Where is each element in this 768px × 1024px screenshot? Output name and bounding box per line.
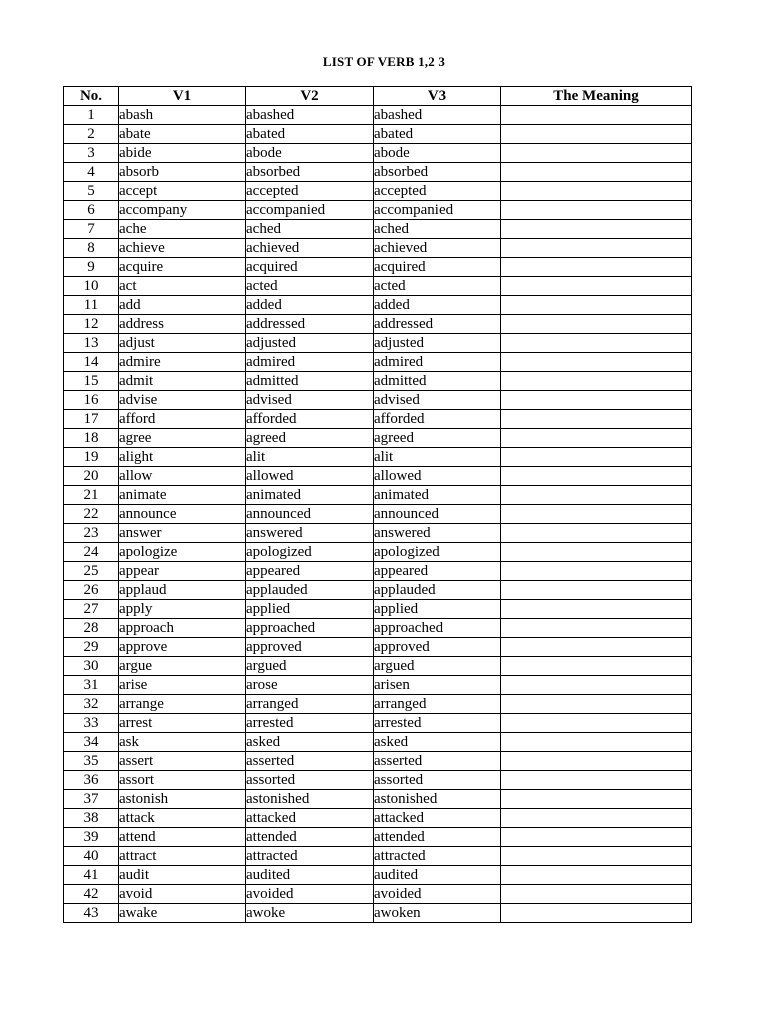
cell-verb-3: arisen (374, 676, 501, 695)
cell-number: 5 (64, 182, 119, 201)
table-row (64, 239, 692, 258)
cell-verb-3: ached (374, 220, 501, 239)
column-header-no: No. (64, 87, 119, 106)
cell-verb-1: attend (119, 828, 246, 847)
cell-verb-2: attended (246, 828, 374, 847)
table-row (64, 296, 692, 315)
column-header-v1: V1 (119, 87, 246, 106)
cell-meaning (501, 144, 692, 163)
cell-number: 14 (64, 353, 119, 372)
cell-verb-2: acted (246, 277, 374, 296)
cell-verb-2: assorted (246, 771, 374, 790)
cell-meaning (501, 201, 692, 220)
cell-number: 37 (64, 790, 119, 809)
table-row (64, 657, 692, 676)
table-row (64, 771, 692, 790)
cell-meaning (501, 562, 692, 581)
cell-verb-1: attract (119, 847, 246, 866)
cell-verb-1: apologize (119, 543, 246, 562)
cell-meaning (501, 486, 692, 505)
cell-number: 15 (64, 372, 119, 391)
cell-verb-1: abide (119, 144, 246, 163)
cell-number: 21 (64, 486, 119, 505)
cell-number: 35 (64, 752, 119, 771)
cell-verb-3: abated (374, 125, 501, 144)
table-row (64, 543, 692, 562)
table-row (64, 885, 692, 904)
cell-verb-2: argued (246, 657, 374, 676)
cell-number: 17 (64, 410, 119, 429)
cell-verb-3: asked (374, 733, 501, 752)
cell-meaning (501, 714, 692, 733)
table-row (64, 410, 692, 429)
cell-verb-3: agreed (374, 429, 501, 448)
cell-verb-3: applauded (374, 581, 501, 600)
cell-verb-3: argued (374, 657, 501, 676)
cell-verb-1: allow (119, 467, 246, 486)
table-row (64, 391, 692, 410)
cell-verb-3: advised (374, 391, 501, 410)
cell-verb-1: argue (119, 657, 246, 676)
verb-table-body (64, 106, 692, 923)
cell-verb-1: admire (119, 353, 246, 372)
cell-verb-2: asked (246, 733, 374, 752)
cell-number: 12 (64, 315, 119, 334)
cell-verb-1: apply (119, 600, 246, 619)
cell-number: 1 (64, 106, 119, 125)
cell-number: 40 (64, 847, 119, 866)
cell-verb-1: awake (119, 904, 246, 923)
cell-verb-2: abashed (246, 106, 374, 125)
cell-number: 4 (64, 163, 119, 182)
cell-meaning (501, 220, 692, 239)
cell-verb-3: astonished (374, 790, 501, 809)
cell-meaning (501, 106, 692, 125)
cell-verb-3: afforded (374, 410, 501, 429)
cell-meaning (501, 258, 692, 277)
cell-number: 22 (64, 505, 119, 524)
cell-verb-1: animate (119, 486, 246, 505)
cell-meaning (501, 277, 692, 296)
cell-meaning (501, 676, 692, 695)
cell-verb-1: arrange (119, 695, 246, 714)
cell-verb-3: abashed (374, 106, 501, 125)
table-row (64, 619, 692, 638)
cell-number: 26 (64, 581, 119, 600)
table-row (64, 163, 692, 182)
cell-verb-1: absorb (119, 163, 246, 182)
cell-number: 30 (64, 657, 119, 676)
table-row (64, 866, 692, 885)
cell-number: 25 (64, 562, 119, 581)
column-header-v2: V2 (246, 87, 374, 106)
column-header-v3: V3 (374, 87, 501, 106)
cell-verb-3: allowed (374, 467, 501, 486)
cell-verb-3: attracted (374, 847, 501, 866)
cell-verb-2: animated (246, 486, 374, 505)
cell-meaning (501, 809, 692, 828)
table-row (64, 467, 692, 486)
cell-meaning (501, 885, 692, 904)
cell-verb-3: accompanied (374, 201, 501, 220)
cell-verb-3: announced (374, 505, 501, 524)
cell-verb-2: applauded (246, 581, 374, 600)
cell-verb-3: answered (374, 524, 501, 543)
cell-number: 10 (64, 277, 119, 296)
cell-verb-3: acquired (374, 258, 501, 277)
cell-meaning (501, 790, 692, 809)
cell-verb-2: abated (246, 125, 374, 144)
cell-verb-2: arranged (246, 695, 374, 714)
cell-meaning (501, 182, 692, 201)
cell-verb-2: absorbed (246, 163, 374, 182)
cell-meaning (501, 410, 692, 429)
cell-number: 11 (64, 296, 119, 315)
table-row (64, 182, 692, 201)
cell-verb-1: arrest (119, 714, 246, 733)
cell-verb-3: adjusted (374, 334, 501, 353)
cell-verb-3: audited (374, 866, 501, 885)
cell-verb-1: announce (119, 505, 246, 524)
cell-verb-2: addressed (246, 315, 374, 334)
header-row (64, 87, 692, 106)
document-title: LIST OF VERB 1,2 3 (322, 54, 446, 69)
table-row (64, 315, 692, 334)
cell-number: 42 (64, 885, 119, 904)
cell-verb-2: admired (246, 353, 374, 372)
cell-verb-3: attacked (374, 809, 501, 828)
cell-verb-3: addressed (374, 315, 501, 334)
cell-meaning (501, 771, 692, 790)
cell-meaning (501, 391, 692, 410)
table-row (64, 277, 692, 296)
cell-meaning (501, 866, 692, 885)
cell-number: 32 (64, 695, 119, 714)
cell-meaning (501, 695, 692, 714)
cell-number: 2 (64, 125, 119, 144)
cell-verb-1: accept (119, 182, 246, 201)
table-row (64, 714, 692, 733)
cell-verb-2: acquired (246, 258, 374, 277)
table-row (64, 733, 692, 752)
cell-number: 36 (64, 771, 119, 790)
cell-meaning (501, 372, 692, 391)
cell-verb-2: added (246, 296, 374, 315)
cell-verb-3: acted (374, 277, 501, 296)
cell-meaning (501, 600, 692, 619)
cell-verb-2: awoke (246, 904, 374, 923)
cell-verb-1: address (119, 315, 246, 334)
cell-verb-2: attacked (246, 809, 374, 828)
cell-verb-2: accepted (246, 182, 374, 201)
cell-number: 6 (64, 201, 119, 220)
table-row (64, 562, 692, 581)
cell-number: 23 (64, 524, 119, 543)
cell-meaning (501, 904, 692, 923)
cell-verb-1: acquire (119, 258, 246, 277)
cell-number: 3 (64, 144, 119, 163)
cell-verb-1: attack (119, 809, 246, 828)
cell-verb-1: avoid (119, 885, 246, 904)
table-row (64, 524, 692, 543)
table-row (64, 695, 692, 714)
cell-verb-2: abode (246, 144, 374, 163)
table-row (64, 638, 692, 657)
cell-verb-1: ask (119, 733, 246, 752)
cell-verb-1: achieve (119, 239, 246, 258)
cell-verb-3: absorbed (374, 163, 501, 182)
table-row (64, 372, 692, 391)
cell-verb-2: accompanied (246, 201, 374, 220)
cell-verb-1: appear (119, 562, 246, 581)
cell-verb-1: alight (119, 448, 246, 467)
cell-verb-1: agree (119, 429, 246, 448)
cell-verb-2: ached (246, 220, 374, 239)
table-row (64, 125, 692, 144)
cell-verb-1: act (119, 277, 246, 296)
cell-number: 7 (64, 220, 119, 239)
cell-verb-2: advised (246, 391, 374, 410)
table-row (64, 790, 692, 809)
cell-meaning (501, 828, 692, 847)
cell-meaning (501, 638, 692, 657)
table-row (64, 448, 692, 467)
cell-meaning (501, 505, 692, 524)
cell-meaning (501, 657, 692, 676)
cell-verb-2: agreed (246, 429, 374, 448)
cell-meaning (501, 448, 692, 467)
cell-verb-2: achieved (246, 239, 374, 258)
cell-verb-3: avoided (374, 885, 501, 904)
table-row (64, 904, 692, 923)
cell-verb-3: animated (374, 486, 501, 505)
table-row (64, 505, 692, 524)
table-row (64, 847, 692, 866)
table-row (64, 144, 692, 163)
table-row (64, 258, 692, 277)
cell-verb-1: audit (119, 866, 246, 885)
cell-meaning (501, 163, 692, 182)
table-row (64, 334, 692, 353)
cell-verb-2: avoided (246, 885, 374, 904)
cell-number: 24 (64, 543, 119, 562)
cell-number: 34 (64, 733, 119, 752)
cell-meaning (501, 125, 692, 144)
cell-verb-1: advise (119, 391, 246, 410)
cell-number: 38 (64, 809, 119, 828)
table-row (64, 828, 692, 847)
cell-meaning (501, 543, 692, 562)
cell-verb-1: add (119, 296, 246, 315)
cell-meaning (501, 296, 692, 315)
cell-verb-1: assort (119, 771, 246, 790)
cell-number: 43 (64, 904, 119, 923)
cell-verb-3: abode (374, 144, 501, 163)
table-row (64, 752, 692, 771)
cell-verb-3: admired (374, 353, 501, 372)
cell-number: 31 (64, 676, 119, 695)
cell-meaning (501, 752, 692, 771)
cell-verb-3: approached (374, 619, 501, 638)
cell-meaning (501, 581, 692, 600)
cell-verb-3: arrested (374, 714, 501, 733)
cell-number: 16 (64, 391, 119, 410)
cell-verb-3: added (374, 296, 501, 315)
cell-verb-1: applaud (119, 581, 246, 600)
cell-verb-2: announced (246, 505, 374, 524)
cell-verb-2: asserted (246, 752, 374, 771)
cell-verb-1: abash (119, 106, 246, 125)
cell-verb-2: answered (246, 524, 374, 543)
column-header-meaning: The Meaning (501, 87, 692, 106)
verb-table (63, 86, 692, 923)
table-row (64, 106, 692, 125)
cell-verb-1: assert (119, 752, 246, 771)
table-row (64, 353, 692, 372)
table-row (64, 809, 692, 828)
cell-verb-3: appeared (374, 562, 501, 581)
cell-verb-2: astonished (246, 790, 374, 809)
cell-number: 41 (64, 866, 119, 885)
cell-verb-3: attended (374, 828, 501, 847)
cell-meaning (501, 847, 692, 866)
cell-meaning (501, 619, 692, 638)
cell-verb-1: afford (119, 410, 246, 429)
cell-verb-3: accepted (374, 182, 501, 201)
cell-meaning (501, 334, 692, 353)
cell-verb-2: attracted (246, 847, 374, 866)
cell-number: 39 (64, 828, 119, 847)
cell-verb-3: alit (374, 448, 501, 467)
cell-verb-3: arranged (374, 695, 501, 714)
table-row (64, 600, 692, 619)
table-row (64, 201, 692, 220)
cell-verb-2: appeared (246, 562, 374, 581)
cell-verb-3: achieved (374, 239, 501, 258)
cell-verb-2: arrested (246, 714, 374, 733)
cell-number: 27 (64, 600, 119, 619)
cell-verb-2: approached (246, 619, 374, 638)
cell-verb-2: alit (246, 448, 374, 467)
cell-verb-2: admitted (246, 372, 374, 391)
cell-verb-2: audited (246, 866, 374, 885)
cell-number: 33 (64, 714, 119, 733)
cell-verb-2: approved (246, 638, 374, 657)
cell-meaning (501, 353, 692, 372)
cell-verb-1: adjust (119, 334, 246, 353)
cell-verb-1: astonish (119, 790, 246, 809)
cell-verb-3: awoken (374, 904, 501, 923)
cell-number: 19 (64, 448, 119, 467)
cell-number: 20 (64, 467, 119, 486)
cell-number: 18 (64, 429, 119, 448)
cell-meaning (501, 429, 692, 448)
cell-verb-2: applied (246, 600, 374, 619)
cell-meaning (501, 239, 692, 258)
cell-verb-3: admitted (374, 372, 501, 391)
cell-meaning (501, 467, 692, 486)
table-row (64, 486, 692, 505)
table-row (64, 429, 692, 448)
cell-verb-2: adjusted (246, 334, 374, 353)
cell-verb-1: abate (119, 125, 246, 144)
cell-number: 29 (64, 638, 119, 657)
cell-number: 9 (64, 258, 119, 277)
cell-verb-3: assorted (374, 771, 501, 790)
cell-number: 8 (64, 239, 119, 258)
cell-verb-3: asserted (374, 752, 501, 771)
table-row (64, 220, 692, 239)
cell-verb-1: ache (119, 220, 246, 239)
cell-verb-2: arose (246, 676, 374, 695)
table-row (64, 676, 692, 695)
cell-verb-2: allowed (246, 467, 374, 486)
cell-verb-3: apologized (374, 543, 501, 562)
cell-number: 28 (64, 619, 119, 638)
cell-number: 13 (64, 334, 119, 353)
cell-verb-3: approved (374, 638, 501, 657)
cell-verb-1: arise (119, 676, 246, 695)
cell-verb-2: apologized (246, 543, 374, 562)
cell-verb-1: admit (119, 372, 246, 391)
cell-meaning (501, 733, 692, 752)
cell-verb-2: afforded (246, 410, 374, 429)
cell-verb-1: accompany (119, 201, 246, 220)
cell-verb-3: applied (374, 600, 501, 619)
cell-meaning (501, 524, 692, 543)
cell-verb-1: answer (119, 524, 246, 543)
cell-meaning (501, 315, 692, 334)
cell-verb-1: approach (119, 619, 246, 638)
cell-verb-1: approve (119, 638, 246, 657)
table-row (64, 581, 692, 600)
